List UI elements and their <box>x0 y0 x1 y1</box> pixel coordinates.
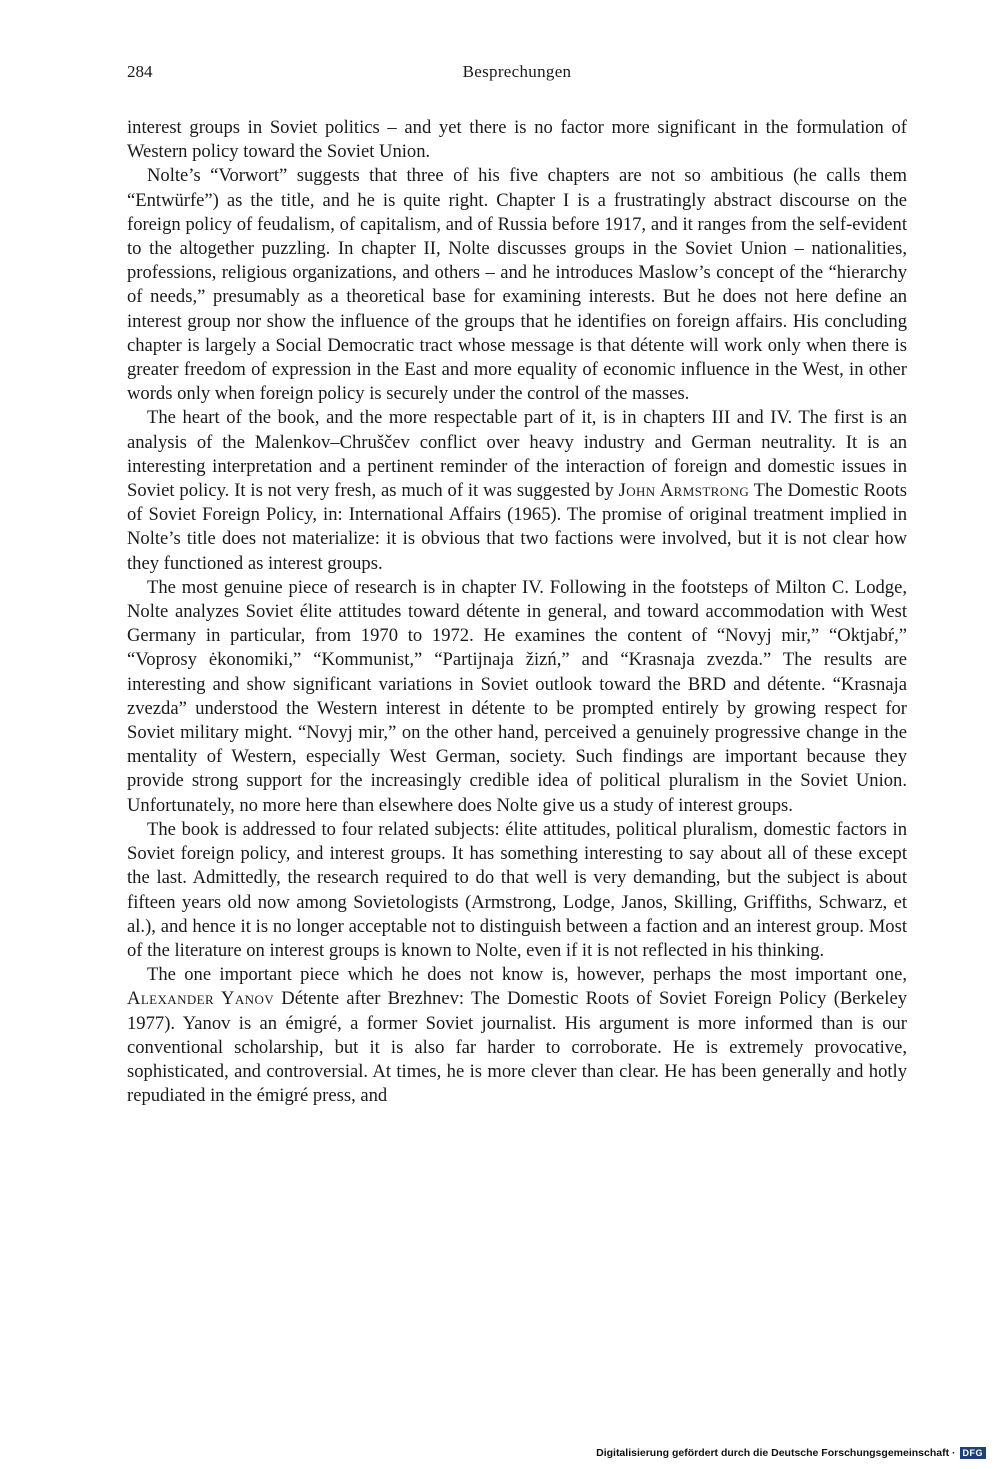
paragraph-text: The most genuine piece of research is in chapter IV. Following in the footsteps of Milton C. Lodge, Nolte analyzes Soviet élite attitudes toward détente in general, and toward accommodation with West Germany in particular, from 1970 to 1972. He examines the content of “Novyj mir,” “Oktjabŕ,” “Voprosy ėkonomiki,” “Kommunist,” “Partijnaja žizń,” and “Krasnaja zvezda.” The results are interesting and show significant variations in Soviet outlook toward the BRD and détente. “Krasnaja zvezda” understood the Western interest in détente to be prompted entirely by growing respect for Soviet military might. “Novyj mir,” on the other hand, perceived a genuinely progressive change in the mentality of Western, especially West German, society. Such findings are important because they provide strong support for the increasingly credible idea of political pluralism in the Soviet Union. Unfortunately, no more here than elsewhere does Nolte give us a study of interest groups. <box>127 576 907 816</box>
paragraph-text: The one important piece which he does not know is, however, perhaps the most important one, <box>147 964 907 986</box>
dfg-logo: DFG <box>960 1447 987 1459</box>
paragraph <box>127 406 907 575</box>
paragraph-text: The book is addressed to four related subjects: élite attitudes, political pluralism, domestic factors in Soviet foreign policy, and interest groups. It has something interesting to say about all of these except the last. Admittedly, the research required to do that well is very demanding, but the subject is about fifteen years old now among Sovietologists (Armstrong, Lodge, Janos, Skilling, Griffiths, Schwarz, et al.), and hence it is no longer acceptable not to distinguish between a faction and an interest group. Most of the literature on interest groups is known to Nolte, even if it is not reflected in his thinking. <box>127 818 907 961</box>
paragraph-text: The heart of the book, and the more respectable part of it, is in chapters III and IV. The first is an analysis of the Malenkov–Chruščev conflict over heavy industry and German neutrality. It is an interesting interpretation and a pertinent reminder of the interaction of foreign and domestic issues in Soviet policy. It is not very fresh, as much of it was suggested by <box>127 407 907 502</box>
funding-note: Digitalisierung gefördert durch die Deutsche Forschungsgemeinschaft · <box>596 1447 956 1459</box>
paragraph <box>127 963 907 1108</box>
page-number: 284 <box>127 62 153 81</box>
author-name: Alexander Yanov <box>127 988 275 1010</box>
paragraph-text: The Domestic Roots of Soviet Foreign Policy, in: International Affairs (1965). The promise of original treatment implied in Nolte’s title does not materialize: it is obvious that two factions were involved, but it is not clear how they functioned as interest groups. <box>127 480 907 574</box>
running-head: Besprechungen <box>462 62 572 81</box>
page-header <box>127 62 907 88</box>
paragraph <box>127 164 907 406</box>
review-body-text <box>127 116 907 1108</box>
author-name: John Armstrong <box>618 480 750 502</box>
paragraph-text: Détente after Brezhnev: The Domestic Roots of Soviet Foreign Policy (Berkeley 1977). Yanov is an émigré, a former Soviet journalist. His argument is more informed than is our conventional scholarship, but it is also far harder to corroborate. He is extremely provocative, sophisticated, and controversial. At times, he is more clever than clear. He has been generally and hotly repudiated in the émigré press, and <box>127 988 907 1107</box>
paragraph-text: interest groups in Soviet politics – and yet there is no factor more significant in the formulation of Western policy toward the Soviet Union. <box>127 117 907 163</box>
paragraph <box>127 818 907 963</box>
paragraph <box>127 576 907 818</box>
paragraph-text: Nolte’s “Vorwort” suggests that three of his five chapters are not so ambitious (he calls them “Entwürfe”) as the title, and he is quite right. Chapter I is a frustratingly abstract discourse on the foreign policy of feudalism, of capitalism, and of Russia before 1917, and it ranges from the self-evident to the altogether puzzling. In chapter II, Nolte discusses groups in the Soviet Union – nationalities, professions, religious organizations, and others – and he introduces Maslow’s concept of the “hierarchy of needs,” presumably as a theoretical base for examining interests. But he does not here define an interest group nor show the influence of the groups that he identifies on foreign affairs. His concluding chapter is largely a Social Democratic tract whose message is that détente will work only when there is greater freedom of expression in the East and more equality of economic influence in the West, in other words only when foreign policy is securely under the control of the masses. <box>127 165 907 405</box>
digitization-footer <box>596 1447 986 1459</box>
paragraph <box>127 116 907 164</box>
